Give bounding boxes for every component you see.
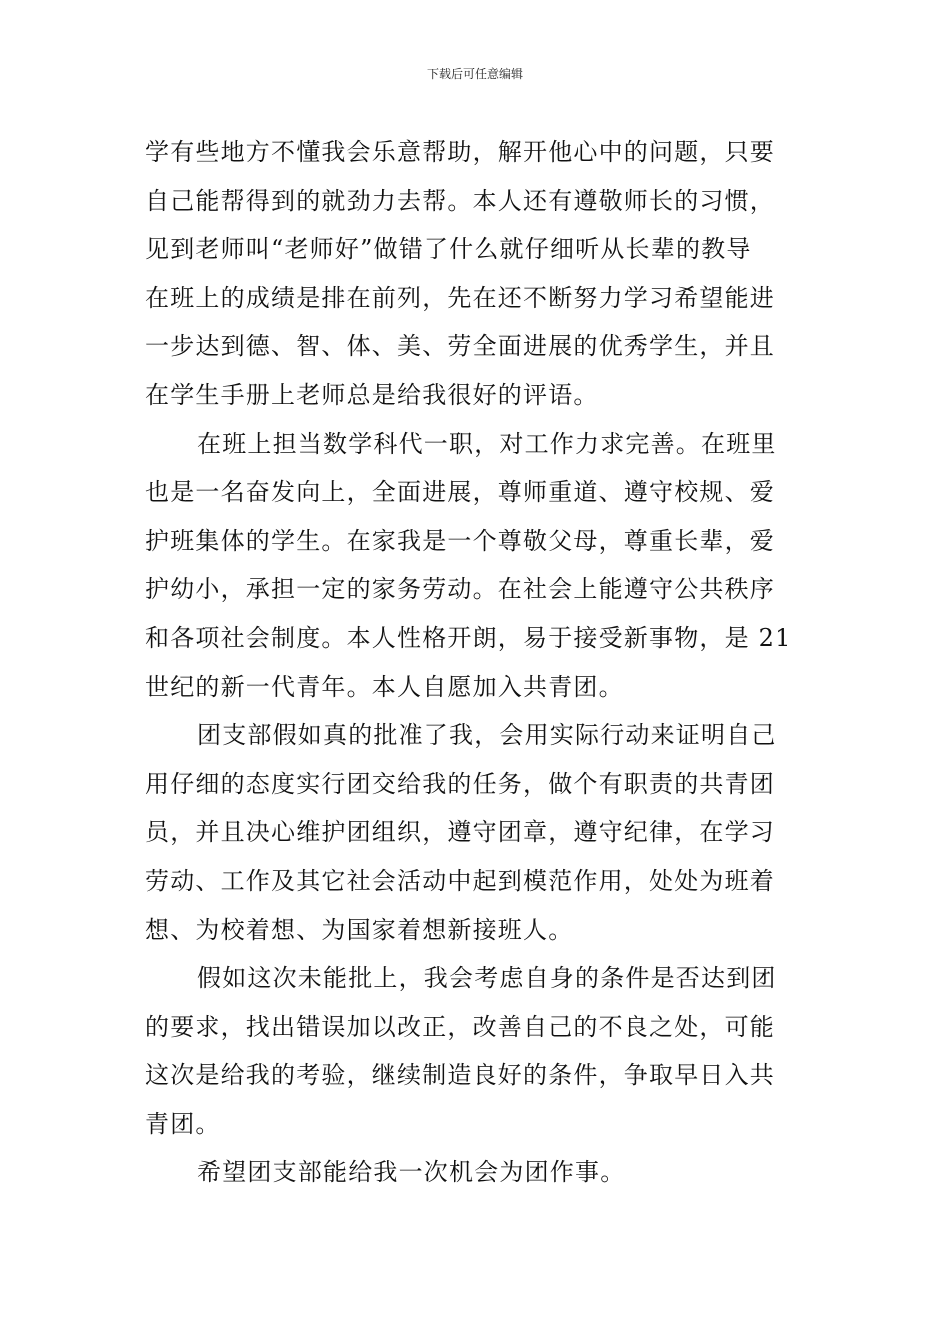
- text-line: 假如这次未能批上，我会考虑自身的条件是否达到团: [197, 964, 777, 993]
- text-line: 想、为校着想、为国家着想新接班人。: [145, 915, 574, 944]
- text-line: 也是一名奋发向上，全面进展，尊师重道、遵守校规、爱: [145, 478, 775, 507]
- text-line: 见到老师叫“老师好”做错了什么就仔细听从长辈的教导: [145, 235, 752, 264]
- text-line: 在班上的成绩是排在前列，先在还不断努力学习希望能进: [145, 283, 775, 312]
- text-line: 和各项社会制度。本人性格开朗，易于接受新事物，是 21: [145, 623, 792, 652]
- text-line: 学有些地方不懂我会乐意帮助，解开他心中的问题，只要: [145, 138, 775, 166]
- text-line: 自己能帮得到的就劲力去帮。本人还有遵敬师长的习惯，: [145, 186, 775, 215]
- text-line: 在学生手册上老师总是给我很好的评语。: [145, 380, 599, 409]
- text-line: 劳动、工作及其它社会活动中起到模范作用，处处为班着: [145, 866, 775, 895]
- text-line: 在班上担当数学科代一职，对工作力求完善。在班里: [197, 429, 777, 458]
- text-line: 青团。: [145, 1109, 221, 1138]
- text-line: 团支部假如真的批准了我，会用实际行动来证明自己: [197, 721, 777, 750]
- text-line: 护班集体的学生。在家我是一个尊敬父母，尊重长辈，爱: [145, 526, 775, 555]
- text-line: 希望团支部能给我一次机会为团作事。: [197, 1158, 626, 1187]
- text-line: 用仔细的态度实行团交给我的任务，做个有职责的共青团: [145, 769, 775, 798]
- text-line: 世纪的新一代青年。本人自愿加入共青团。: [145, 672, 624, 701]
- text-line: 的要求，找出错误加以改正，改善自己的不良之处，可能: [145, 1012, 775, 1041]
- text-line: 这次是给我的考验，继续制造良好的条件，争取早日入共: [145, 1061, 775, 1090]
- page-header: 下载后可任意编辑: [426, 67, 523, 81]
- text-line: 护幼小，承担一定的家务劳动。在社会上能遵守公共秩序: [145, 575, 775, 604]
- document-body: [145, 128, 809, 1197]
- text-line: 员，并且决心维护团组织，遵守团章，遵守纪律，在学习: [145, 818, 775, 847]
- text-line: 一步达到德、智、体、美、劳全面进展的优秀学生，并且: [145, 332, 775, 361]
